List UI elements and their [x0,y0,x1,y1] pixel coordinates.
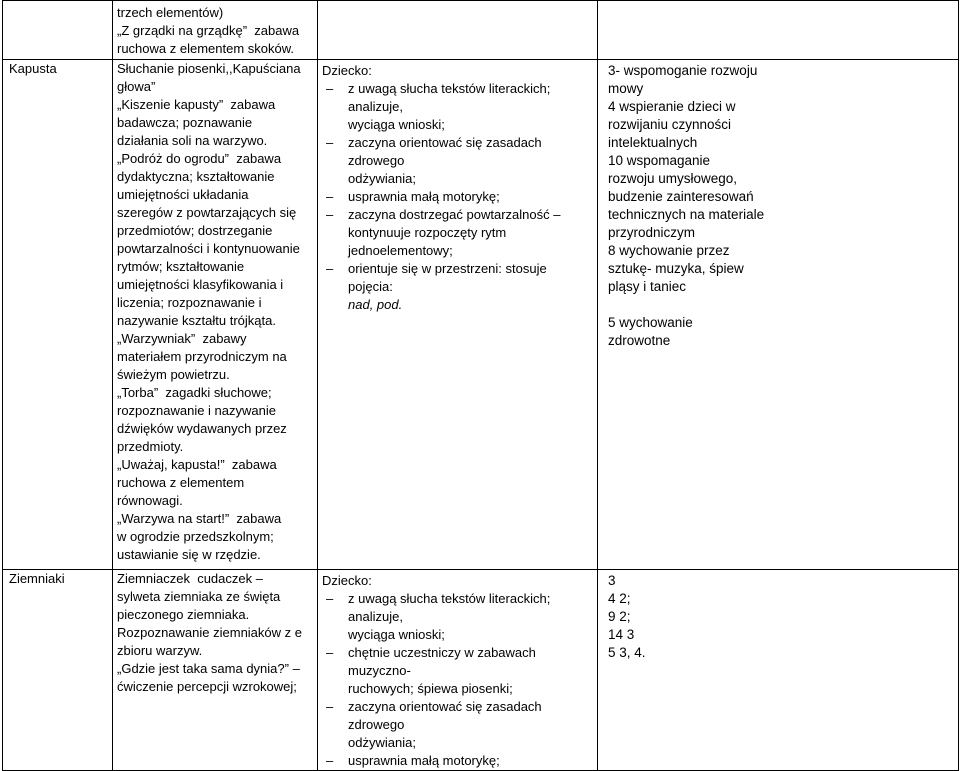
number-line: rozwijaniu czynności [608,117,732,132]
activity-line: „Gdzie jest taka sama dynia?” – [117,661,300,676]
number-line: zdrowotne [608,333,671,348]
number-line: 5 3, 4. [608,645,646,660]
numbers-cell [598,1,959,60]
activity-line: przedmiotów; dostrzeganie [117,223,273,238]
numbers-list [602,572,954,662]
activity-line: powtarzalności i kontynuowanie [117,241,300,256]
activity-line: dydaktyczna; kształtowanie [117,169,275,184]
activity-line: dźwięków wydawanych przez [117,421,287,436]
topic-cell [3,1,113,60]
outcome-item: – zaczyna orientować się zasadach zdrowego [322,698,593,734]
activity-line: „Uważaj, kapusta!” zabawa [117,457,277,472]
activity-line: umiejętności układania [117,187,249,202]
number-line: 4 wspieranie dzieci w [608,99,736,114]
activities-cell [113,60,318,570]
lesson-plan-table [2,0,959,771]
activity-line: rytmów; kształtowanie [117,259,245,274]
outcome-item-continued: wyciąga wnioski; [348,627,445,642]
numbers-cell [598,570,959,771]
activities-list [117,4,313,58]
outcome-item: – usprawnia małą motorykę; [322,188,593,206]
outcome-item-continued: jednoelementowy; [348,243,453,258]
number-line: 5 wychowanie [608,315,693,330]
outcome-item: – chętnie uczestniczy w zabawach muzyczno- [322,644,593,680]
outcome-item-continued: kontynuuje rozpoczęty rytm [348,225,507,240]
outcome-item: – z uwagą słucha tekstów literackich; analizuje, [322,590,593,626]
activity-line: świeżym powietrzu. [117,367,230,382]
activity-line: w ogrodzie przedszkolnym; [117,529,274,544]
table-row [3,1,959,60]
activity-line: Słuchanie piosenki,,Kapuściana [117,61,301,76]
outcome-item: – usprawnia małą motorykę; [322,752,593,770]
activity-line: trzech elementów) [117,5,224,20]
activity-line: ćwiczenie percepcji wzrokowej; [117,679,297,694]
numbers-list [602,62,954,350]
number-line: 9 2; [608,609,631,624]
activities-cell [113,1,318,60]
table-row [3,60,959,570]
outcomes-header: Dziecko: [322,63,372,78]
activity-line: ruchowa z elementem skoków. [117,41,295,56]
activity-line: „Podróż do ogrodu” zabawa [117,151,282,166]
outcomes-cell [318,1,598,60]
number-line: mowy [608,81,644,96]
activity-line: umiejętności klasyfikowania i [117,277,284,292]
activity-line: sylweta ziemniaka ze święta [117,589,281,604]
table-row [3,570,959,771]
activity-line: równowagi. [117,493,183,508]
activity-line: nazywanie kształtu trójkąta. [117,313,276,328]
topic-cell: Kapusta [3,60,113,570]
outcome-item-continued: nad, pod. [348,297,403,312]
number-line: technicznych na materiale [608,207,765,222]
number-line: rozwoju umysłowego, [608,171,738,186]
activity-line: liczenia; rozpoznawanie i [117,295,262,310]
number-line: sztukę- muzyka, śpiew [608,261,744,276]
number-line: 8 wychowanie przez [608,243,730,258]
topic-cell: Ziemniaki [3,570,113,771]
number-line: 3- wspomoganie rozwoju [608,63,758,78]
activity-line: badawcza; poznawanie [117,115,253,130]
activity-line: „Warzywa na start!” zabawa [117,511,282,526]
outcomes-header: Dziecko: [322,573,372,588]
activity-line: „Kiszenie kapusty” zabawa [117,97,276,112]
outcome-item: – zaczyna dostrzegać powtarzalność – [322,206,593,224]
activity-line: „Torba” zagadki słuchowe; [117,385,272,400]
activity-line: rozpoznawanie i nazywanie [117,403,276,418]
number-line: 3 [608,573,616,588]
outcome-item: – z uwagą słucha tekstów literackich; analizuje, [322,80,593,116]
number-line: 4 2; [608,591,631,606]
activities-list [117,60,313,564]
number-line: 10 wspomaganie [608,153,711,168]
outcome-item-continued: odżywiania; [348,171,416,186]
number-line: intelektualnych [608,135,698,150]
outcome-item-continued: wyciąga wnioski; [348,117,445,132]
activity-line: materiałem przyrodniczym na [117,349,287,364]
activity-line: głowa” [117,79,156,94]
numbers-cell [598,60,959,570]
activity-line: Rozpoznawanie ziemniaków z e [117,625,302,640]
outcome-item: – zaczyna orientować się zasadach zdrowego [322,134,593,170]
outcomes-cell [318,60,598,570]
activity-line: ustawianie się w rzędzie. [117,547,261,562]
activity-line: ruchowa z elementem [117,475,245,490]
activity-line: pieczonego ziemniaka. [117,607,250,622]
activity-line: zbioru warzyw. [117,643,203,658]
number-line: 14 3 [608,627,635,642]
activity-line: przedmioty. [117,439,184,454]
number-line: budzenie zainteresowań [608,189,754,204]
activity-line: szeregów z powtarzających się [117,205,297,220]
activities-cell [113,570,318,771]
number-line: przyrodniczym [608,225,696,240]
outcome-item-continued: ruchowych; śpiewa piosenki; [348,681,513,696]
outcome-item-continued: odżywiania; [348,735,416,750]
number-line: pląsy i taniec [608,279,687,294]
outcomes-cell [318,570,598,771]
outcome-item: – orientuje się w przestrzeni: stosuje pojęcia: [322,260,593,296]
activity-line: „Z grządki na grządkę” zabawa [117,23,300,38]
number-line [608,296,954,314]
activities-list [117,570,313,696]
activity-line: Ziemniaczek cudaczek – [117,571,263,586]
activity-line: działania soli na warzywo. [117,133,268,148]
activity-line: „Warzywniak” zabawy [117,331,247,346]
